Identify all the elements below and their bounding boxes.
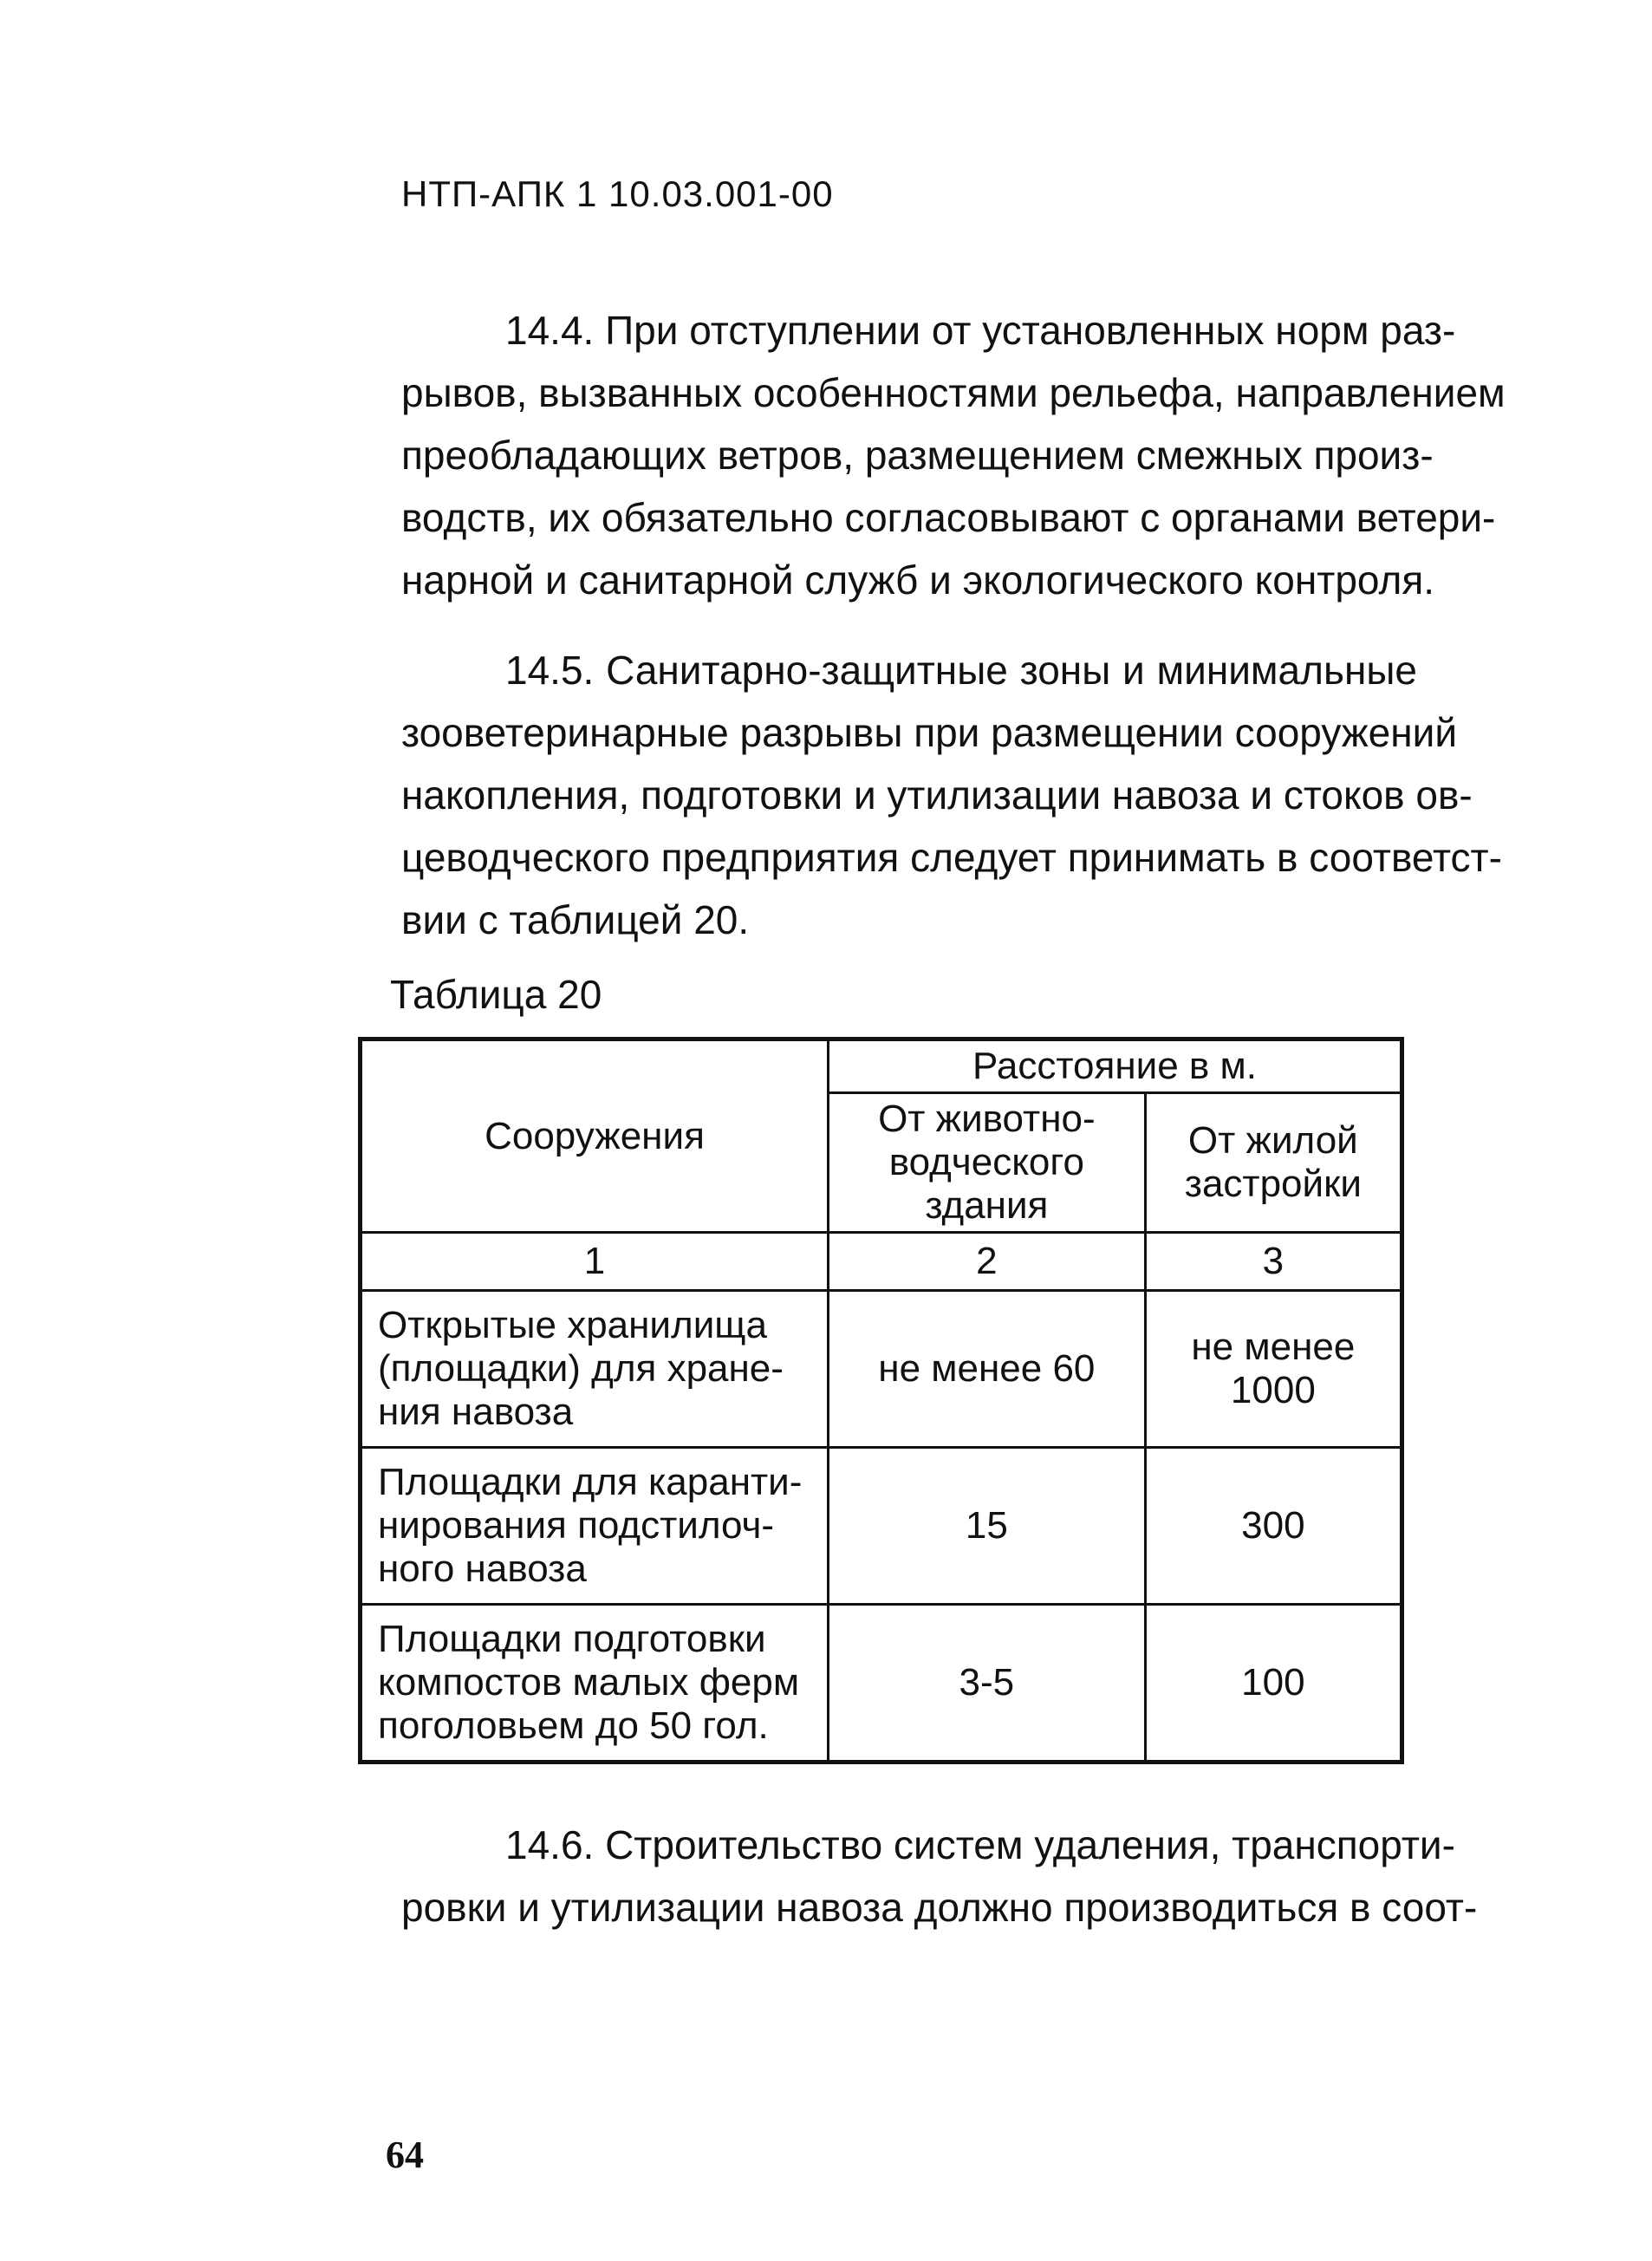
header-structures: Сооружения xyxy=(361,1039,829,1233)
paragraph-14-5 xyxy=(401,639,1502,951)
text-line: нарной и санитарной служб и экологического контроля. xyxy=(401,557,1435,603)
header-from-livestock-building: От животно-водческого здания xyxy=(829,1093,1146,1233)
column-number: 2 xyxy=(829,1233,1146,1291)
table-row xyxy=(361,1291,1402,1448)
residential-distance-cell: 100 xyxy=(1145,1605,1402,1763)
text-line: ровки и утилизации навоза должно производиться в соот- xyxy=(401,1885,1478,1930)
column-number-row xyxy=(361,1233,1402,1291)
text-line: 14.5. Санитарно-защитные зоны и минимальные xyxy=(505,648,1417,693)
residential-distance-cell: не менее 1000 xyxy=(1145,1291,1402,1448)
table-row xyxy=(361,1448,1402,1605)
document-code-header: НТП-АПК 1 10.03.001-00 xyxy=(401,173,834,214)
livestock-distance-cell: 3-5 xyxy=(829,1605,1146,1763)
text-line: зооветеринарные разрывы при размещении сооружений xyxy=(401,710,1458,755)
livestock-distance-cell: 15 xyxy=(829,1448,1146,1605)
paragraph-14-4 xyxy=(401,299,1506,611)
text-line: 14.4. При отступлении от установленных норм раз- xyxy=(505,308,1456,353)
text-line: водств, их обязательно согласовывают с органами ветери- xyxy=(401,495,1496,540)
table-header-row xyxy=(361,1039,1402,1093)
header-distance: Расстояние в м. xyxy=(829,1039,1402,1093)
table-row xyxy=(361,1605,1402,1763)
text-line: цеводческого предприятия следует принимать в соответст- xyxy=(401,835,1502,880)
column-number: 3 xyxy=(1145,1233,1402,1291)
livestock-distance-cell: не менее 60 xyxy=(829,1291,1146,1448)
structure-name-cell: Площадки для каранти-нирования подстилоч-ного навоза xyxy=(361,1448,829,1605)
table-20 xyxy=(358,1037,1404,1764)
structure-name-cell: Открытые хранилища (площадки) для хране-ния навоза xyxy=(361,1291,829,1448)
page-number: 64 xyxy=(386,2134,424,2176)
text-line: 14.6. Строительство систем удаления, транспорти- xyxy=(505,1822,1455,1867)
text-line: преобладающих ветров, размещением смежных произ- xyxy=(401,433,1434,478)
text-line: рывов, вызванных особенностями рельефа, направлением xyxy=(401,370,1506,415)
structure-name-cell: Площадки подготовки компостов малых ферм поголовьем до 50 гол. xyxy=(361,1605,829,1763)
text-line: вии с таблицей 20. xyxy=(401,897,750,942)
paragraph-14-6 xyxy=(401,1814,1478,1938)
text-line: накопления, подготовки и утилизации навоза и стоков ов- xyxy=(401,772,1473,818)
column-number: 1 xyxy=(361,1233,829,1291)
table-caption: Таблица 20 xyxy=(390,972,602,1017)
header-from-residential-area: От жилой застройки xyxy=(1145,1093,1402,1233)
residential-distance-cell: 300 xyxy=(1145,1448,1402,1605)
